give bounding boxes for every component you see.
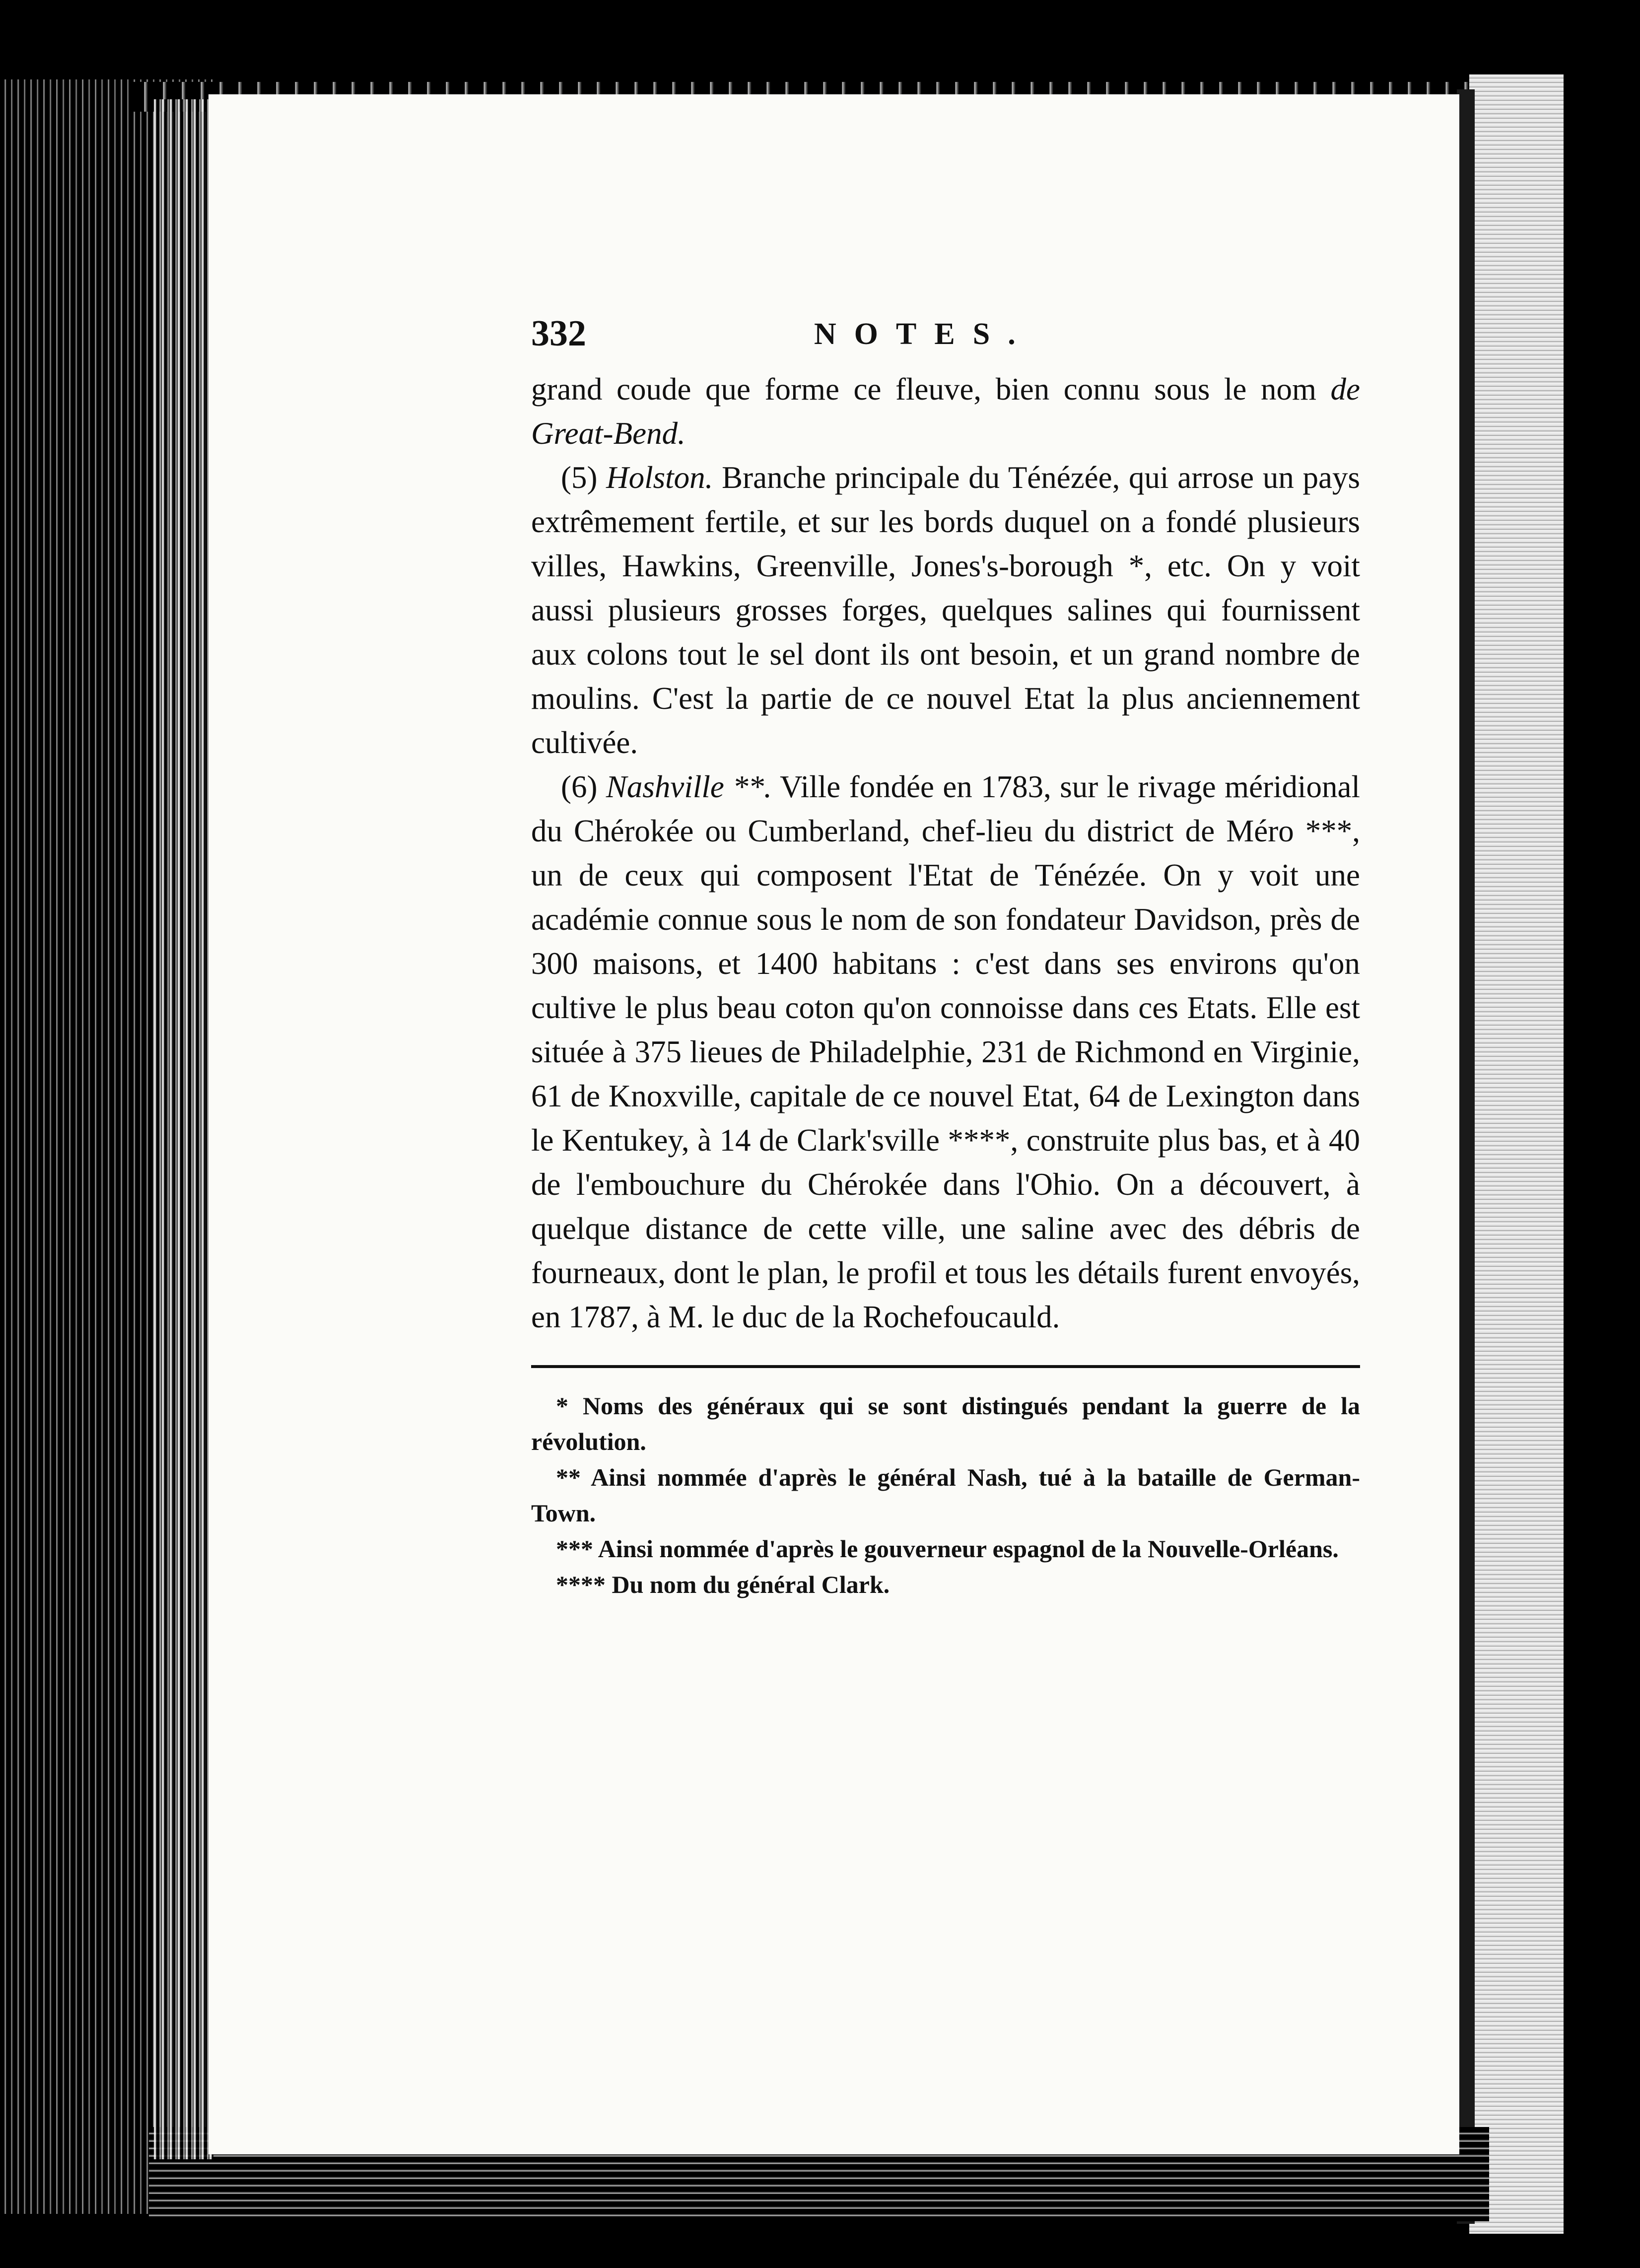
footnote-rule — [531, 1365, 1360, 1368]
footnote-2: ** Ainsi nommée d'après le général Nash, tué à la bataille de German-Town. — [531, 1463, 1360, 1527]
scan-page-stack — [154, 99, 213, 2159]
scan-right-shadow — [1457, 89, 1475, 2224]
note-5-text: Branche principale du Ténézée, qui arrose un pays extrêmement fertile, et sur les bords duquel on a fondé plusieurs villes, Hawkins, Greenville, Jones's-borough *, etc. On y voit aussi plusieurs grosses forges, quelques salines qui fournissent aux colons tout le sel dont ils ont besoin, et un grand nombre de moulins. C'est la partie de ce nouvel Etat la plus anciennement cultivée. — [531, 460, 1360, 760]
note-6 — [531, 765, 1360, 1339]
note-6-marker: (6) — [561, 769, 598, 804]
continued-line-2: de Great-Bend. — [531, 372, 1360, 451]
footnote-1: * Noms des généraux qui se sont distingués pendant la guerre de la révolution. — [531, 1392, 1360, 1455]
note-6-term: Nashville **. — [606, 769, 772, 804]
running-title: NOTES. — [814, 317, 1033, 351]
page-content — [531, 313, 1360, 1602]
footnote-3: *** Ainsi nommée d'après le gouverneur espagnol de la Nouvelle-Orléans. — [556, 1535, 1339, 1563]
footnotes — [531, 1388, 1360, 1602]
note-5-term: Holston. — [606, 460, 713, 495]
scan-right-edge — [1469, 74, 1564, 2234]
note-5 — [531, 456, 1360, 765]
note-5-marker: (5) — [561, 460, 598, 495]
footnote-4: **** Du nom du général Clark. — [556, 1571, 890, 1598]
running-head — [531, 313, 1360, 367]
main-text — [531, 367, 1360, 1339]
continued-line-1: grand coude que forme ce fleuve, bien connu sous le nom — [531, 372, 1316, 407]
note-6-text: Ville fondée en 1783, sur le rivage méridional du Chérokée ou Cumberland, chef-lieu du district de Méro ***, un de ceux qui composent l'Etat de Ténézée. On y voit une académie connue sous le nom de son fondateur Davidson, près de 300 maisons, et 1400 habitans : c'est dans ses environs qu'on cultive le plus beau coton qu'on connoisse dans ces Etats. Elle est située à 375 lieues de Philadelphie, 231 de Richmond en Virginie, 61 de Knoxville, capitale de ce nouvel Etat, 64 de Lexington dans le Kentukey, à 14 de Clark'sville ****, construite plus bas, et à 40 de l'embouchure du Chérokée dans l'Ohio. On a découvert, à quelque distance de cette ville, une saline avec des débris de fourneaux, dont le plan, le profil et tous les détails furent envoyés, en 1787, à M. le duc de la Rochefoucauld. — [531, 769, 1360, 1334]
page-number: 332 — [531, 313, 586, 354]
paragraph-continued — [531, 367, 1360, 456]
